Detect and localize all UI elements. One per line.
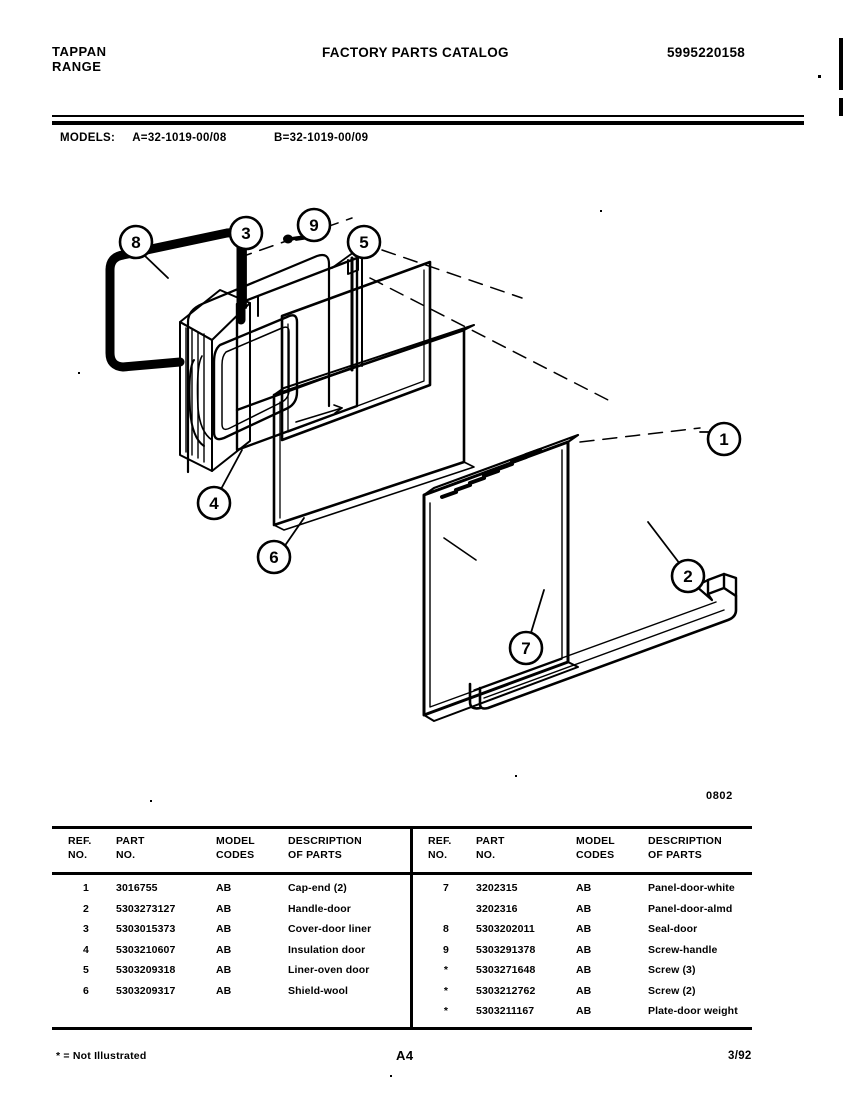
header-description: DESCRIPTION OF PARTS bbox=[648, 835, 722, 861]
header-part-no: PART NO. bbox=[116, 835, 145, 861]
model-b: B=32-1019-00/09 bbox=[274, 132, 369, 144]
cell-ref-no: 3 bbox=[83, 923, 89, 935]
svg-text:7: 7 bbox=[521, 639, 531, 658]
cell-ref-no: * bbox=[443, 1005, 449, 1017]
header-rule-thin bbox=[52, 115, 804, 117]
scan-speck bbox=[515, 775, 517, 777]
cell-description: Screw-handle bbox=[648, 943, 718, 956]
scan-speck bbox=[78, 372, 80, 374]
cell-description: Shield-wool bbox=[288, 984, 349, 997]
cell-ref-no: 7 bbox=[443, 882, 449, 894]
cell-description: Liner-oven door bbox=[288, 964, 370, 976]
callout-4 bbox=[198, 487, 230, 519]
cell-description: Handle-door bbox=[288, 902, 351, 915]
svg-text:5: 5 bbox=[359, 233, 369, 252]
cell-part-no: 3202315 bbox=[476, 882, 518, 894]
cell-model-codes: AB bbox=[576, 964, 592, 976]
crop-mark-top bbox=[839, 38, 843, 90]
cell-model-codes: AB bbox=[576, 943, 592, 956]
svg-text:4: 4 bbox=[209, 494, 219, 513]
header-ref-no: REF. NO. bbox=[68, 835, 92, 861]
callout-8 bbox=[120, 226, 152, 258]
cell-ref-no: 2 bbox=[83, 902, 89, 915]
table-row bbox=[418, 903, 770, 924]
cell-description: Seal-door bbox=[648, 923, 698, 935]
table-row bbox=[418, 923, 770, 944]
cell-description: Panel-door-white bbox=[648, 882, 735, 894]
callout-2 bbox=[672, 560, 704, 592]
table-row bbox=[58, 944, 410, 965]
part-panel-door bbox=[424, 435, 578, 721]
cell-part-no: 5303273127 bbox=[116, 902, 176, 915]
cell-model-codes: AB bbox=[576, 984, 592, 997]
cell-part-no: 5303271648 bbox=[476, 964, 536, 976]
page-number: A4 bbox=[396, 1048, 414, 1063]
scan-speck bbox=[600, 210, 602, 212]
cell-part-no: 3016755 bbox=[116, 882, 158, 894]
table-header-right bbox=[418, 834, 770, 870]
table-row bbox=[418, 882, 770, 903]
cell-part-no: 5303211167 bbox=[476, 1005, 535, 1017]
header-model-codes: MODEL CODES bbox=[216, 835, 255, 861]
callout-6 bbox=[258, 541, 290, 573]
header-ref-no: REF. NO. bbox=[428, 835, 452, 861]
table-body-left bbox=[58, 882, 410, 1005]
cell-description: Screw (3) bbox=[648, 964, 696, 976]
header-rule-thick bbox=[52, 121, 804, 125]
table-body-right bbox=[418, 882, 770, 1026]
cell-part-no: 5303209317 bbox=[116, 984, 176, 997]
part-shield-wool bbox=[274, 325, 474, 530]
svg-text:2: 2 bbox=[683, 567, 693, 586]
drawing-code: 0802 bbox=[706, 790, 733, 802]
cell-model-codes: AB bbox=[576, 923, 592, 935]
cell-description: Cover-door liner bbox=[288, 923, 372, 935]
cell-part-no: 5303212762 bbox=[476, 984, 536, 997]
header-description: DESCRIPTION OF PARTS bbox=[288, 835, 362, 861]
exploded-parts-diagram bbox=[52, 170, 812, 810]
catalog-title: FACTORY PARTS CATALOG bbox=[322, 45, 509, 60]
brand-line-2: RANGE bbox=[52, 59, 102, 74]
table-header-left bbox=[58, 834, 410, 870]
callout-7 bbox=[510, 632, 542, 664]
table-row bbox=[58, 882, 410, 903]
table-row bbox=[58, 923, 410, 944]
cell-model-codes: AB bbox=[576, 902, 592, 915]
callout-5 bbox=[348, 226, 380, 258]
scan-speck bbox=[390, 1075, 392, 1077]
parts-table-left bbox=[58, 826, 410, 1030]
cell-description: Insulation door bbox=[288, 943, 366, 956]
cell-ref-no: 6 bbox=[83, 984, 89, 997]
cell-ref-no: 1 bbox=[83, 882, 89, 894]
cell-ref-no: * bbox=[443, 984, 449, 997]
cell-model-codes: AB bbox=[216, 964, 232, 976]
cell-ref-no: 5 bbox=[83, 964, 89, 976]
svg-text:9: 9 bbox=[309, 216, 319, 235]
header-part-no: PART NO. bbox=[476, 835, 505, 861]
not-illustrated-note: * = Not Illustrated bbox=[56, 1050, 147, 1062]
cell-part-no: 5303291378 bbox=[476, 943, 536, 956]
cell-part-no: 5303210607 bbox=[116, 943, 176, 956]
brand-name bbox=[52, 44, 107, 74]
cell-model-codes: AB bbox=[576, 1005, 592, 1017]
cell-model-codes: AB bbox=[216, 882, 232, 894]
callout-3 bbox=[230, 217, 262, 249]
cell-model-codes: AB bbox=[216, 923, 232, 935]
svg-text:3: 3 bbox=[241, 224, 251, 243]
scan-speck bbox=[150, 800, 152, 802]
revision-date: 3/92 bbox=[728, 1050, 752, 1062]
cell-model-codes: AB bbox=[216, 902, 232, 915]
table-row bbox=[58, 985, 410, 1006]
model-a: A=32-1019-00/08 bbox=[132, 132, 227, 144]
part-cover-door-liner bbox=[188, 255, 329, 472]
models-label: MODELS: bbox=[60, 132, 116, 144]
svg-text:6: 6 bbox=[269, 548, 279, 567]
cell-model-codes: AB bbox=[216, 943, 232, 956]
cell-description: Screw (2) bbox=[648, 984, 696, 997]
models-line bbox=[60, 132, 368, 144]
catalog-number: 5995220158 bbox=[667, 45, 746, 60]
brand-line-1: TAPPAN bbox=[52, 44, 107, 59]
parts-table-right bbox=[418, 826, 770, 1030]
table-row bbox=[418, 964, 770, 985]
svg-text:1: 1 bbox=[719, 430, 729, 449]
page-header bbox=[52, 44, 752, 92]
callout-1 bbox=[708, 423, 740, 455]
callout-9 bbox=[298, 209, 330, 241]
header-model-codes: MODEL CODES bbox=[576, 835, 615, 861]
crop-speck bbox=[818, 75, 821, 78]
table-row bbox=[58, 903, 410, 924]
table-row bbox=[418, 944, 770, 965]
cell-ref-no: 8 bbox=[443, 923, 449, 935]
crop-mark-bottom bbox=[839, 98, 843, 116]
cell-model-codes: AB bbox=[216, 984, 232, 997]
construction-lines bbox=[238, 218, 700, 442]
cell-ref-no: 9 bbox=[443, 943, 449, 956]
cell-part-no: 3202316 bbox=[476, 902, 518, 915]
cell-part-no: 5303202011 bbox=[476, 923, 535, 935]
table-row bbox=[418, 1005, 770, 1026]
cell-ref-no: 4 bbox=[83, 943, 89, 956]
table-row bbox=[58, 964, 410, 985]
cell-part-no: 5303209318 bbox=[116, 964, 176, 976]
cell-description: Panel-door-almd bbox=[648, 902, 733, 915]
cell-model-codes: AB bbox=[576, 882, 592, 894]
cell-part-no: 5303015373 bbox=[116, 923, 176, 935]
cell-ref-no: * bbox=[443, 964, 449, 976]
svg-text:8: 8 bbox=[131, 233, 141, 252]
cell-description: Cap-end (2) bbox=[288, 882, 347, 894]
cell-description: Plate-door weight bbox=[648, 1005, 738, 1017]
table-row bbox=[418, 985, 770, 1006]
parts-table bbox=[52, 826, 752, 1030]
